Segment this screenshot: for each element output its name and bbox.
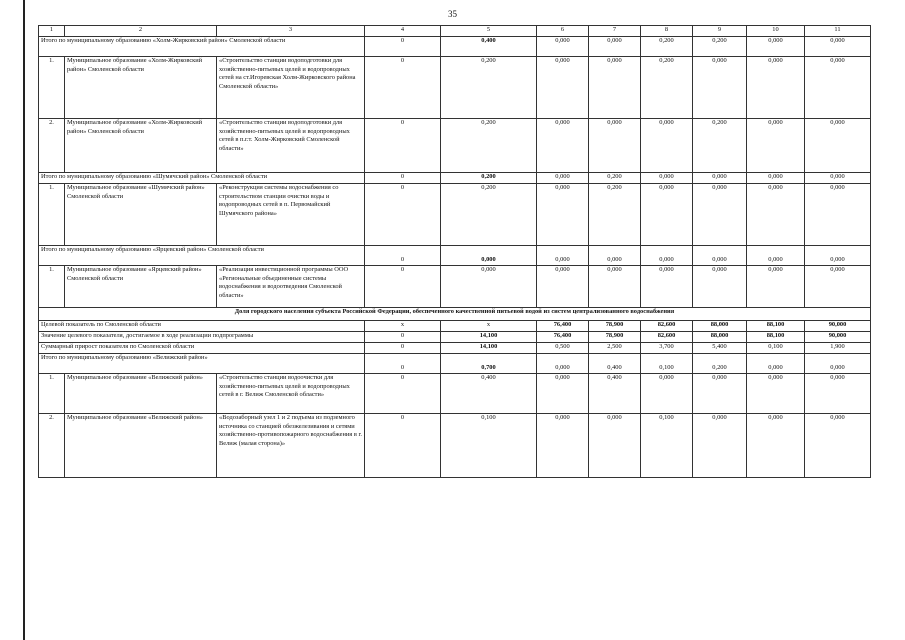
- value-cell: 0,000: [641, 119, 693, 173]
- value-cell: 0,000: [693, 266, 747, 308]
- value-cell: 0,000: [693, 173, 747, 184]
- value-cell: 0,000: [747, 354, 805, 374]
- value-cell: 0,000: [537, 266, 589, 308]
- value-cell: 0,000: [589, 119, 641, 173]
- value-cell: 0,200: [589, 184, 641, 246]
- value-cell: 0,400: [441, 37, 537, 57]
- total-label: Итого по муниципальному образованию «Велижский район»: [39, 354, 365, 374]
- value-cell: 0: [365, 414, 441, 478]
- value-cell: 88,000: [693, 321, 747, 332]
- value-cell: x: [365, 321, 441, 332]
- value-cell: 0,000: [537, 184, 589, 246]
- total-row: [39, 343, 871, 354]
- value-cell: 0,000: [747, 374, 805, 414]
- project-name: «Реконструкция системы водоснабжения со строительством станции очистки воды и водопроводных сетей в п. Первомайский Шумячского района»: [217, 184, 365, 246]
- value-cell: 0,000: [693, 374, 747, 414]
- project-row: [39, 414, 871, 478]
- value-cell: 0,000: [641, 184, 693, 246]
- value-cell: 0,000: [805, 246, 871, 266]
- column-number-3: 3: [217, 26, 365, 37]
- total-label: Итого по муниципальному образованию «Холм-Жирковский район» Смоленской области: [39, 37, 365, 57]
- page-number: 35: [448, 9, 457, 19]
- value-cell: 0,000: [641, 246, 693, 266]
- value-cell: 3,700: [641, 343, 693, 354]
- value-cell: 0,000: [805, 374, 871, 414]
- value-cell: 78,900: [589, 321, 641, 332]
- project-name: «Реализация инвестиционной программы ООО «Региональные объединенные системы водоснабжения и водоотведения Смоленской области»: [217, 266, 365, 308]
- total-label: Итого по муниципальному образованию «Шумячский район» Смоленской области: [39, 173, 365, 184]
- total-label: Итого по муниципальному образованию «Ярцевский район» Смоленской области: [39, 246, 365, 266]
- value-cell: 0,000: [537, 414, 589, 478]
- value-cell: 2,500: [589, 343, 641, 354]
- value-cell: 0,000: [805, 184, 871, 246]
- value-cell: 0,000: [441, 266, 537, 308]
- value-cell: 0,000: [805, 119, 871, 173]
- value-cell: 0,200: [441, 173, 537, 184]
- total-row: [39, 354, 871, 374]
- value-cell: 0,100: [441, 414, 537, 478]
- value-cell: 0,000: [537, 354, 589, 374]
- value-cell: 0,200: [693, 37, 747, 57]
- value-cell: 0,200: [441, 57, 537, 119]
- municipality-name: Муниципальное образование «Велижский район»: [65, 414, 217, 478]
- total-row: [39, 321, 871, 332]
- value-cell: 0,000: [693, 246, 747, 266]
- total-label: Целевой показатель по Смоленской области: [39, 321, 365, 332]
- value-cell: 0: [365, 119, 441, 173]
- value-cell: 0,200: [641, 37, 693, 57]
- municipality-name: Муниципальное образование «Ярцевский район» Смоленской области: [65, 266, 217, 308]
- value-cell: x: [441, 321, 537, 332]
- value-cell: 0,200: [641, 57, 693, 119]
- column-number-10: 10: [747, 26, 805, 37]
- value-cell: 0,000: [589, 266, 641, 308]
- value-cell: 88,000: [693, 332, 747, 343]
- value-cell: 0,200: [693, 119, 747, 173]
- value-cell: 0,000: [805, 173, 871, 184]
- total-label: Суммарный прирост показателя по Смоленской области: [39, 343, 365, 354]
- project-row: [39, 266, 871, 308]
- total-row: [39, 37, 871, 57]
- value-cell: 0,000: [747, 37, 805, 57]
- value-cell: 0,000: [747, 119, 805, 173]
- value-cell: 0,700: [441, 354, 537, 374]
- value-cell: 0: [365, 184, 441, 246]
- municipality-name: Муниципальное образование «Холм-Жирковский район» Смоленской области: [65, 119, 217, 173]
- value-cell: 0: [365, 374, 441, 414]
- total-row: [39, 246, 871, 266]
- value-cell: 76,400: [537, 332, 589, 343]
- total-label: Значение целевого показателя, достигаемое в ходе реализации подпрограммы: [39, 332, 365, 343]
- value-cell: 0,000: [805, 266, 871, 308]
- row-number: 2.: [39, 414, 65, 478]
- value-cell: 0,000: [641, 374, 693, 414]
- program-table: [38, 25, 871, 478]
- value-cell: 0,000: [805, 354, 871, 374]
- value-cell: 1,900: [805, 343, 871, 354]
- value-cell: 0,200: [589, 173, 641, 184]
- total-row: [39, 332, 871, 343]
- value-cell: 88,100: [747, 321, 805, 332]
- value-cell: 0,000: [537, 57, 589, 119]
- value-cell: 0: [365, 57, 441, 119]
- municipality-name: Муниципальное образование «Шумячский район» Смоленской области: [65, 184, 217, 246]
- value-cell: 14,100: [441, 343, 537, 354]
- value-cell: 0,000: [747, 246, 805, 266]
- value-cell: 0,000: [537, 119, 589, 173]
- value-cell: 0,400: [589, 374, 641, 414]
- column-number-row: [39, 26, 871, 37]
- value-cell: 0,200: [441, 184, 537, 246]
- value-cell: 0,400: [441, 374, 537, 414]
- value-cell: 0,000: [693, 57, 747, 119]
- value-cell: 90,000: [805, 321, 871, 332]
- value-cell: 0,000: [747, 414, 805, 478]
- project-name: «Строительство станции водоподготовки для хозяйственно-питьевых целей и водопроводных сетей в п.г.т. Холм-Жирковский Смоленской области»: [217, 119, 365, 173]
- total-row: [39, 173, 871, 184]
- row-number: 1.: [39, 184, 65, 246]
- value-cell: 0,000: [589, 37, 641, 57]
- column-number-6: 6: [537, 26, 589, 37]
- project-row: [39, 57, 871, 119]
- value-cell: 0,200: [441, 119, 537, 173]
- value-cell: 78,900: [589, 332, 641, 343]
- value-cell: 0,000: [441, 246, 537, 266]
- column-number-5: 5: [441, 26, 537, 37]
- value-cell: 0,000: [693, 414, 747, 478]
- column-number-11: 11: [805, 26, 871, 37]
- row-number: 1.: [39, 374, 65, 414]
- row-number: 2.: [39, 119, 65, 173]
- value-cell: 0: [365, 354, 441, 374]
- municipality-name: Муниципальное образование «Холм-Жирковский район» Смоленской области: [65, 57, 217, 119]
- value-cell: 0,400: [589, 354, 641, 374]
- column-number-4: 4: [365, 26, 441, 37]
- value-cell: 90,000: [805, 332, 871, 343]
- value-cell: 0,000: [537, 173, 589, 184]
- value-cell: 0: [365, 173, 441, 184]
- value-cell: 0,000: [641, 173, 693, 184]
- value-cell: 0,500: [537, 343, 589, 354]
- column-number-7: 7: [589, 26, 641, 37]
- value-cell: 88,100: [747, 332, 805, 343]
- value-cell: 82,600: [641, 332, 693, 343]
- value-cell: 0,100: [641, 414, 693, 478]
- column-number-1: 1: [39, 26, 65, 37]
- column-number-9: 9: [693, 26, 747, 37]
- value-cell: 0: [365, 246, 441, 266]
- project-row: [39, 374, 871, 414]
- value-cell: 76,400: [537, 321, 589, 332]
- municipality-name: Муниципальное образование «Велижский район»: [65, 374, 217, 414]
- section-heading: Доля городского населения субъекта Российской Федерации, обеспеченного качественной питьевой водой из систем централизованного водоснабжения: [39, 308, 871, 321]
- value-cell: 0,100: [641, 354, 693, 374]
- value-cell: 0,000: [805, 57, 871, 119]
- value-cell: 0,000: [537, 246, 589, 266]
- project-name: «Водозаборный узел 1 и 2 подъема из подземного источника со станцией обезжелезивания и сетями хозяйственно-противопожарного водоснабжения в г. Велиж (малая сторона)»: [217, 414, 365, 478]
- value-cell: 0,000: [747, 57, 805, 119]
- value-cell: 14,100: [441, 332, 537, 343]
- value-cell: 0: [365, 343, 441, 354]
- value-cell: 0: [365, 332, 441, 343]
- value-cell: 0: [365, 37, 441, 57]
- column-number-8: 8: [641, 26, 693, 37]
- project-name: «Строительство станции водоподготовки для хозяйственно-питьевых целей и водопроводных сетей на ст.Игоревская Холм-Жирковского района Смоленской области»: [217, 57, 365, 119]
- project-row: [39, 184, 871, 246]
- row-number: 1.: [39, 266, 65, 308]
- value-cell: 0,000: [747, 173, 805, 184]
- value-cell: 0,000: [537, 374, 589, 414]
- value-cell: 0,000: [805, 37, 871, 57]
- project-row: [39, 119, 871, 173]
- value-cell: 0,000: [589, 414, 641, 478]
- section-heading-row: [39, 308, 871, 321]
- value-cell: 0,000: [589, 57, 641, 119]
- value-cell: 0: [365, 266, 441, 308]
- value-cell: 5,400: [693, 343, 747, 354]
- value-cell: 0,000: [641, 266, 693, 308]
- value-cell: 0,000: [747, 266, 805, 308]
- row-number: 1.: [39, 57, 65, 119]
- value-cell: 0,100: [747, 343, 805, 354]
- value-cell: 0,000: [693, 184, 747, 246]
- value-cell: 0,000: [589, 246, 641, 266]
- value-cell: 0,000: [747, 184, 805, 246]
- value-cell: 0,000: [805, 414, 871, 478]
- column-number-2: 2: [65, 26, 217, 37]
- value-cell: 0,000: [537, 37, 589, 57]
- value-cell: 82,600: [641, 321, 693, 332]
- project-name: «Строительство станции водоочистки для хозяйственно-питьевых целей и водопроводных сетей в г. Велиж Смоленской области»: [217, 374, 365, 414]
- value-cell: 0,200: [693, 354, 747, 374]
- binding-rule: [23, 0, 25, 640]
